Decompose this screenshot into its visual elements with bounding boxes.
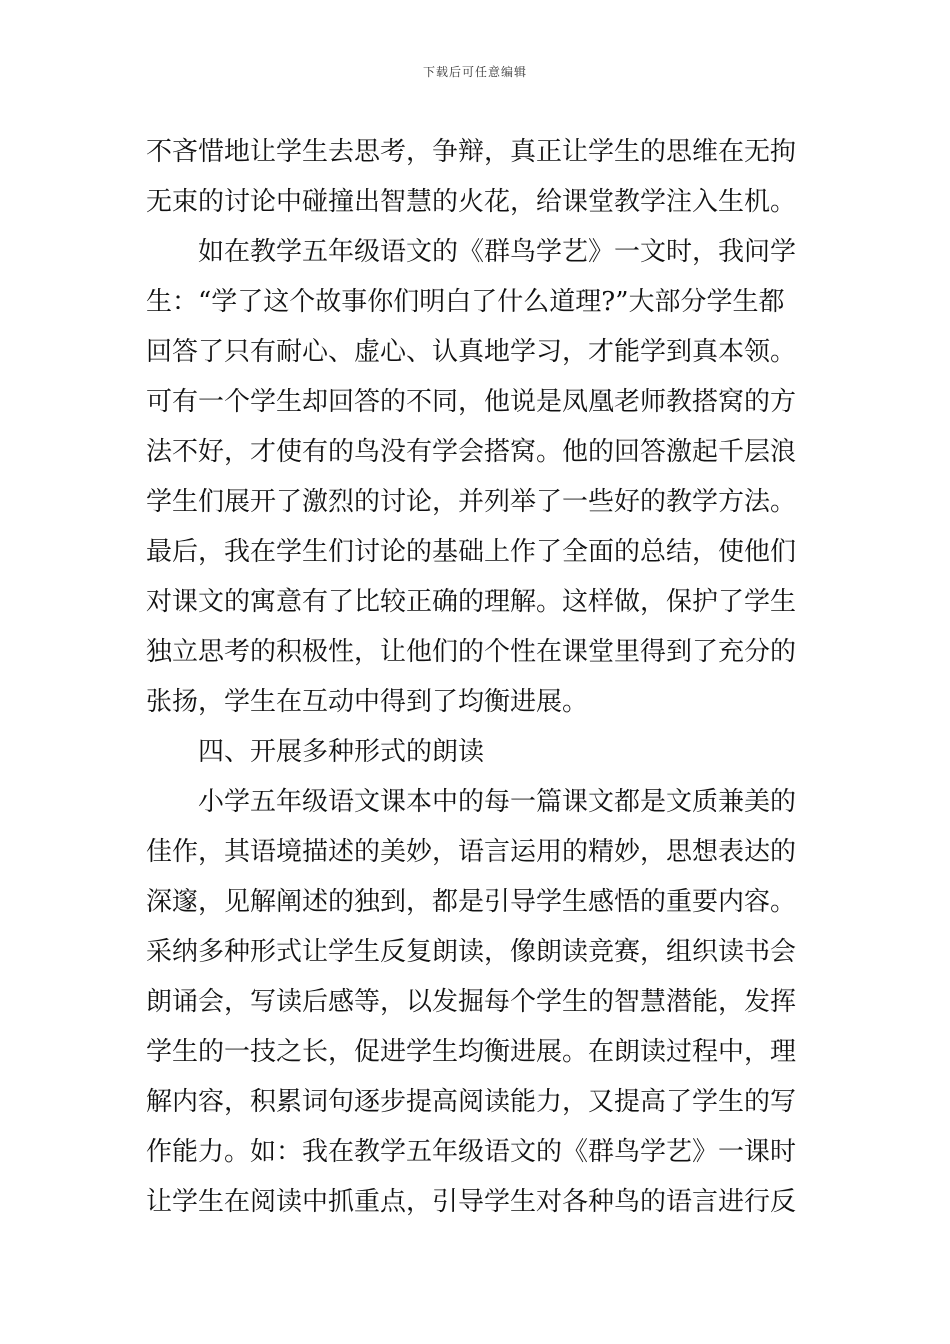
text-line: 让学生在阅读中抓重点，引导学生对各种鸟的语言进行反: [146, 1187, 797, 1217]
text-line: 不吝惜地让学生去思考，争辩，真正让学生的思维在无拘: [146, 137, 797, 167]
text-line: 张扬，学生在互动中得到了均衡进展。: [146, 687, 589, 717]
page-header: 下载后可任意编辑: [422, 65, 527, 79]
text-line: 生：“学了这个故事你们明白了什么道理?”大部分学生都: [146, 287, 785, 317]
paragraph-start-line: 小学五年级语文课本中的每一篇课文都是文质兼美的: [198, 787, 797, 817]
paragraph-start-line: 如在教学五年级语文的《群鸟学艺》一文时，我问学: [198, 237, 797, 267]
text-line: 佳作，其语境描述的美妙，语言运用的精妙，思想表达的: [146, 837, 797, 867]
text-line: 法不好，才使有的鸟没有学会搭窝。他的回答激起千层浪: [146, 437, 797, 467]
text-line: 最后，我在学生们讨论的基础上作了全面的总结，使他们: [146, 537, 797, 567]
text-line: 解内容，积累词句逐步提高阅读能力，又提高了学生的写: [146, 1087, 797, 1117]
text-line: 学生们展开了激烈的讨论，并列举了一些好的教学方法。: [146, 487, 797, 517]
text-line: 朗诵会，写读后感等，以发掘每个学生的智慧潜能，发挥: [146, 987, 797, 1017]
text-line: 学生的一技之长，促进学生均衡进展。在朗读过程中，理: [146, 1037, 797, 1067]
document-body: [146, 127, 810, 1227]
text-line: 对课文的寓意有了比较正确的理解。这样做，保护了学生: [146, 587, 797, 617]
text-line: 可有一个学生却回答的不同，他说是凤凰老师教搭窝的方: [146, 387, 797, 417]
text-line: 回答了只有耐心、虚心、认真地学习，才能学到真本领。: [146, 337, 797, 367]
text-line: 作能力。如：我在教学五年级语文的《群鸟学艺》一课时: [146, 1137, 797, 1167]
text-line: 深邃，见解阐述的独到，都是引导学生感悟的重要内容。: [146, 887, 797, 917]
text-line: 采纳多种形式让学生反复朗读，像朗读竞赛，组织读书会: [146, 937, 797, 967]
text-line: 独立思考的积极性，让他们的个性在课堂里得到了充分的: [146, 637, 797, 667]
text-line: 无束的讨论中碰撞出智慧的火花，给课堂教学注入生机。: [146, 187, 797, 217]
section-heading: 四、开展多种形式的朗读: [198, 737, 485, 767]
